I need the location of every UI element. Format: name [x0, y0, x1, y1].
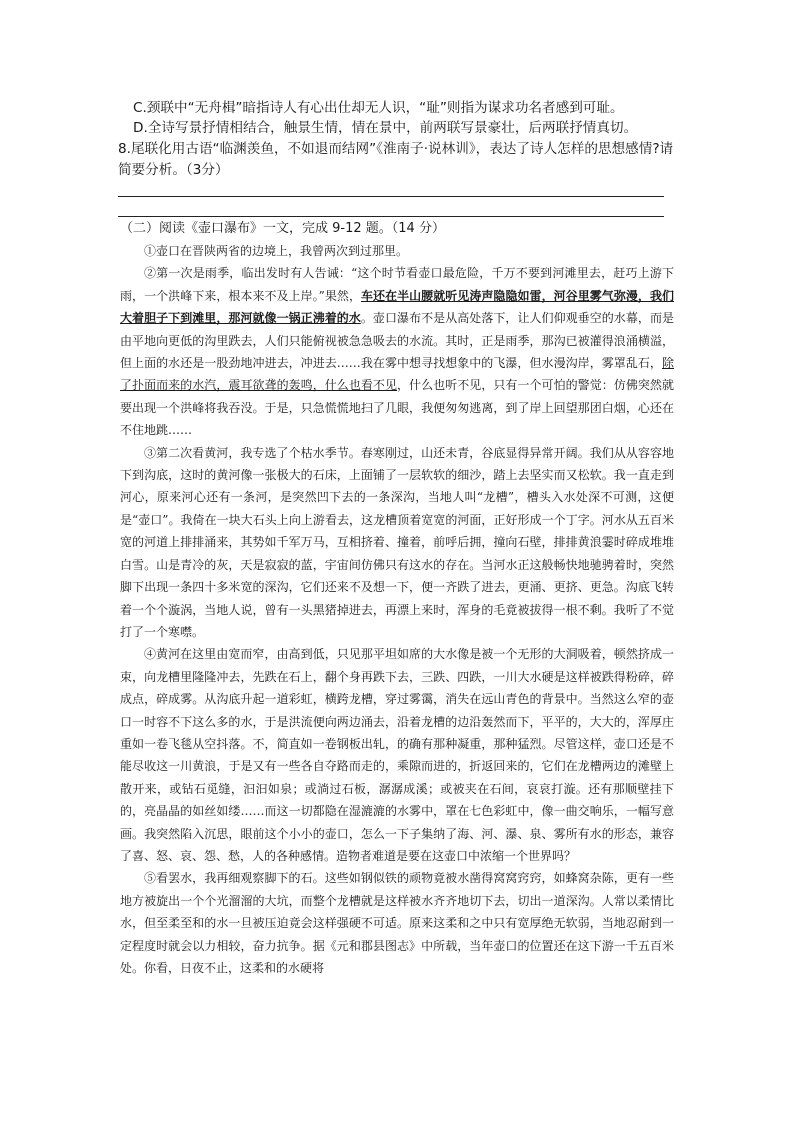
question8-text: 8.尾联化用古语“临渊羡鱼，不如退而结网”《淮南子·说林训》，表达了诗人怎样的思想感情?请简要分析。（3分）	[118, 141, 674, 178]
paragraph-2	[120, 262, 674, 441]
paragraph-2-text-a: ②第一次是雨季，临出发时有人告诫：“这个时节看壶口最危险，千万不要到河滩里去，赶巧上游下雨，一个洪峰下来，根本来不及上岸。”果然，	[120, 266, 674, 303]
paragraph-5: ⑤看罢水，我再细观察脚下的石。这些如钢似铁的顽物竟被水凿得窝窝窍窍，如蜂窝杂陈，更有一些地方被旋出一个个光溜溜的大坑，而整个龙槽就是这样被水齐齐地切下去，切出一道深沟。人常以柔情比水，但至柔至和的水一旦被压迫竟会这样强硬不可适。原来这柔和之中只有宽厚绝无软弱，当地忍耐到一定程度时就会以力相较，奋力抗争。据《元和郡县图志》中所载，当年壶口的位置还在这下游一千五百米处。你看，日夜不止，这柔和的水硬将	[120, 871, 674, 975]
paragraph-3: ③第二次看黄河，我专选了个枯水季节。春寒刚过，山还未青，谷底显得异常开阔。我们从从容容地下到沟底，这时的黄河像一张极大的石床，上面铺了一层软软的细沙，踏上去坚实而又松软。我一直走到河心，原来河心还有一条河，是突然凹下去的一条深沟，当地人叫“龙槽”，槽头入水处深不可测，这便是“壶口”。我倚在一块大石头上向上游看去，这龙槽顶着宽宽的河面，正好形成一个丁字。河水从五百米宽的河道上排排涌来，其势如千军万马，互相挤着、撞着，前呼后拥，撞向石壁，排排黄浪霎时碎成堆堆白雪。山是青冷的灰，天是寂寂的蓝，宇宙间仿佛只有这水的存在。当河水正这般畅快地驰骋着时，突然脚下出现一条四十多米宽的深沟，它们还来不及想一下，便一齐跌了进去，更涌、更挤、更急。沟底飞转着一个个漩涡，当地人说，曾有一头黑猪掉进去，再漂上来时，浑身的毛竟被拔得一根不剩。我听了不觉打了一个寒噤。	[120, 445, 674, 639]
paragraph-1: ①壶口在晋陕两省的边境上，我曾两次到过那里。	[144, 244, 409, 258]
paragraph-2-text-e: ，什么也听不见，只有一个可怕的警觉：仿佛突然就要出现一个洪峰将我吞没。于是，只急慌慌地扫了几眼，我便匆匆逃离，到了岸上回望那团白烟，心还在不住地跳……	[120, 378, 674, 438]
paragraph-4: ④黄河在这里由宽而窄，由高到低，只见那平坦如席的大水像是被一个无形的大洞吸着，顿然挤成一束，向龙槽里隆隆冲去，先跌在石上，翻个身再跌下去，三跌、四跌，一川大水硬是这样被跌得粉碎，碎成点，碎成雾。从沟底升起一道彩虹，横跨龙槽，穿过雾霭，消失在远山青色的背景中。当然这么窄的壶口一时容不下这么多的水，于是洪流便向两边涌去，沿着龙槽的边沿轰然而下，平平的，大大的，浑厚庄重如一卷飞毯从空抖落。不，简直如一卷钢板出轧，的确有那种凝重，那种猛烈。尽管这样，壶口还是不能尽收这一川黄浪，于是又有一些各自夺路而走的，乘隙而进的，折返回来的，它们在龙槽两边的滩壁上散开来，或钻石觅缝，汩汩如泉；或淌过石板，潺潺成溪；或被夹在石间，哀哀打漩。还有那顺壁挂下的，亮晶晶的如丝如缕……而这一切都隐在湿漉漉的水雾中，罩在七色彩虹中，像一曲交响乐，一幅写意画。我突然陷入沉思，眼前这个小小的壶口，怎么一下子集纳了海、河、瀑、泉、雾所有水的形态，兼容了喜、怒、哀、怨、愁，人的各种感情。造物者难道是要在这壶口中浓缩一个世界吗？	[120, 647, 674, 863]
section2-header: （二）阅读《壶口瀑布》一文，完成 9-12 题。（14 分）	[120, 221, 445, 236]
paragraph-2-text-c: 。壶口瀑布不是从高处落下，让人们仰观垂空的水幕，而是由平地向更低的沟里跌去，人们只能俯视被急急吸去的水流。其时，正是雨季，那沟已被灌得浪涌横溢，但上面的水还是一股劲地冲进去，冲进去……我在雾中想寻找想象中的飞瀑，但水漫沟岸，雾罩乱石，	[120, 311, 674, 371]
answer-line-2[interactable]	[118, 216, 664, 217]
question7-option-c: C.颈联中“无舟楫”暗指诗人有心出仕却无人识，“耻”则指为谋求功名者感到可耻。	[133, 100, 624, 116]
answer-line-1[interactable]	[118, 196, 664, 197]
paragraph-2-underlined: 除了扑面而来的水汽，震耳欲聋的轰鸣，什么也看不见	[120, 356, 674, 393]
question7-option-d: D.全诗写景抒情相结合，触景生情，情在景中，前两联写景豪壮，后两联抒情真切。	[133, 120, 638, 136]
passage-body	[120, 240, 674, 979]
paragraph-2-underlined-bold: 车还在半山腰就听见涛声隐隐如雷，河谷里雾气弥漫，我们大着胆子下到滩里，那河就像一锅正沸着的水	[120, 288, 674, 326]
